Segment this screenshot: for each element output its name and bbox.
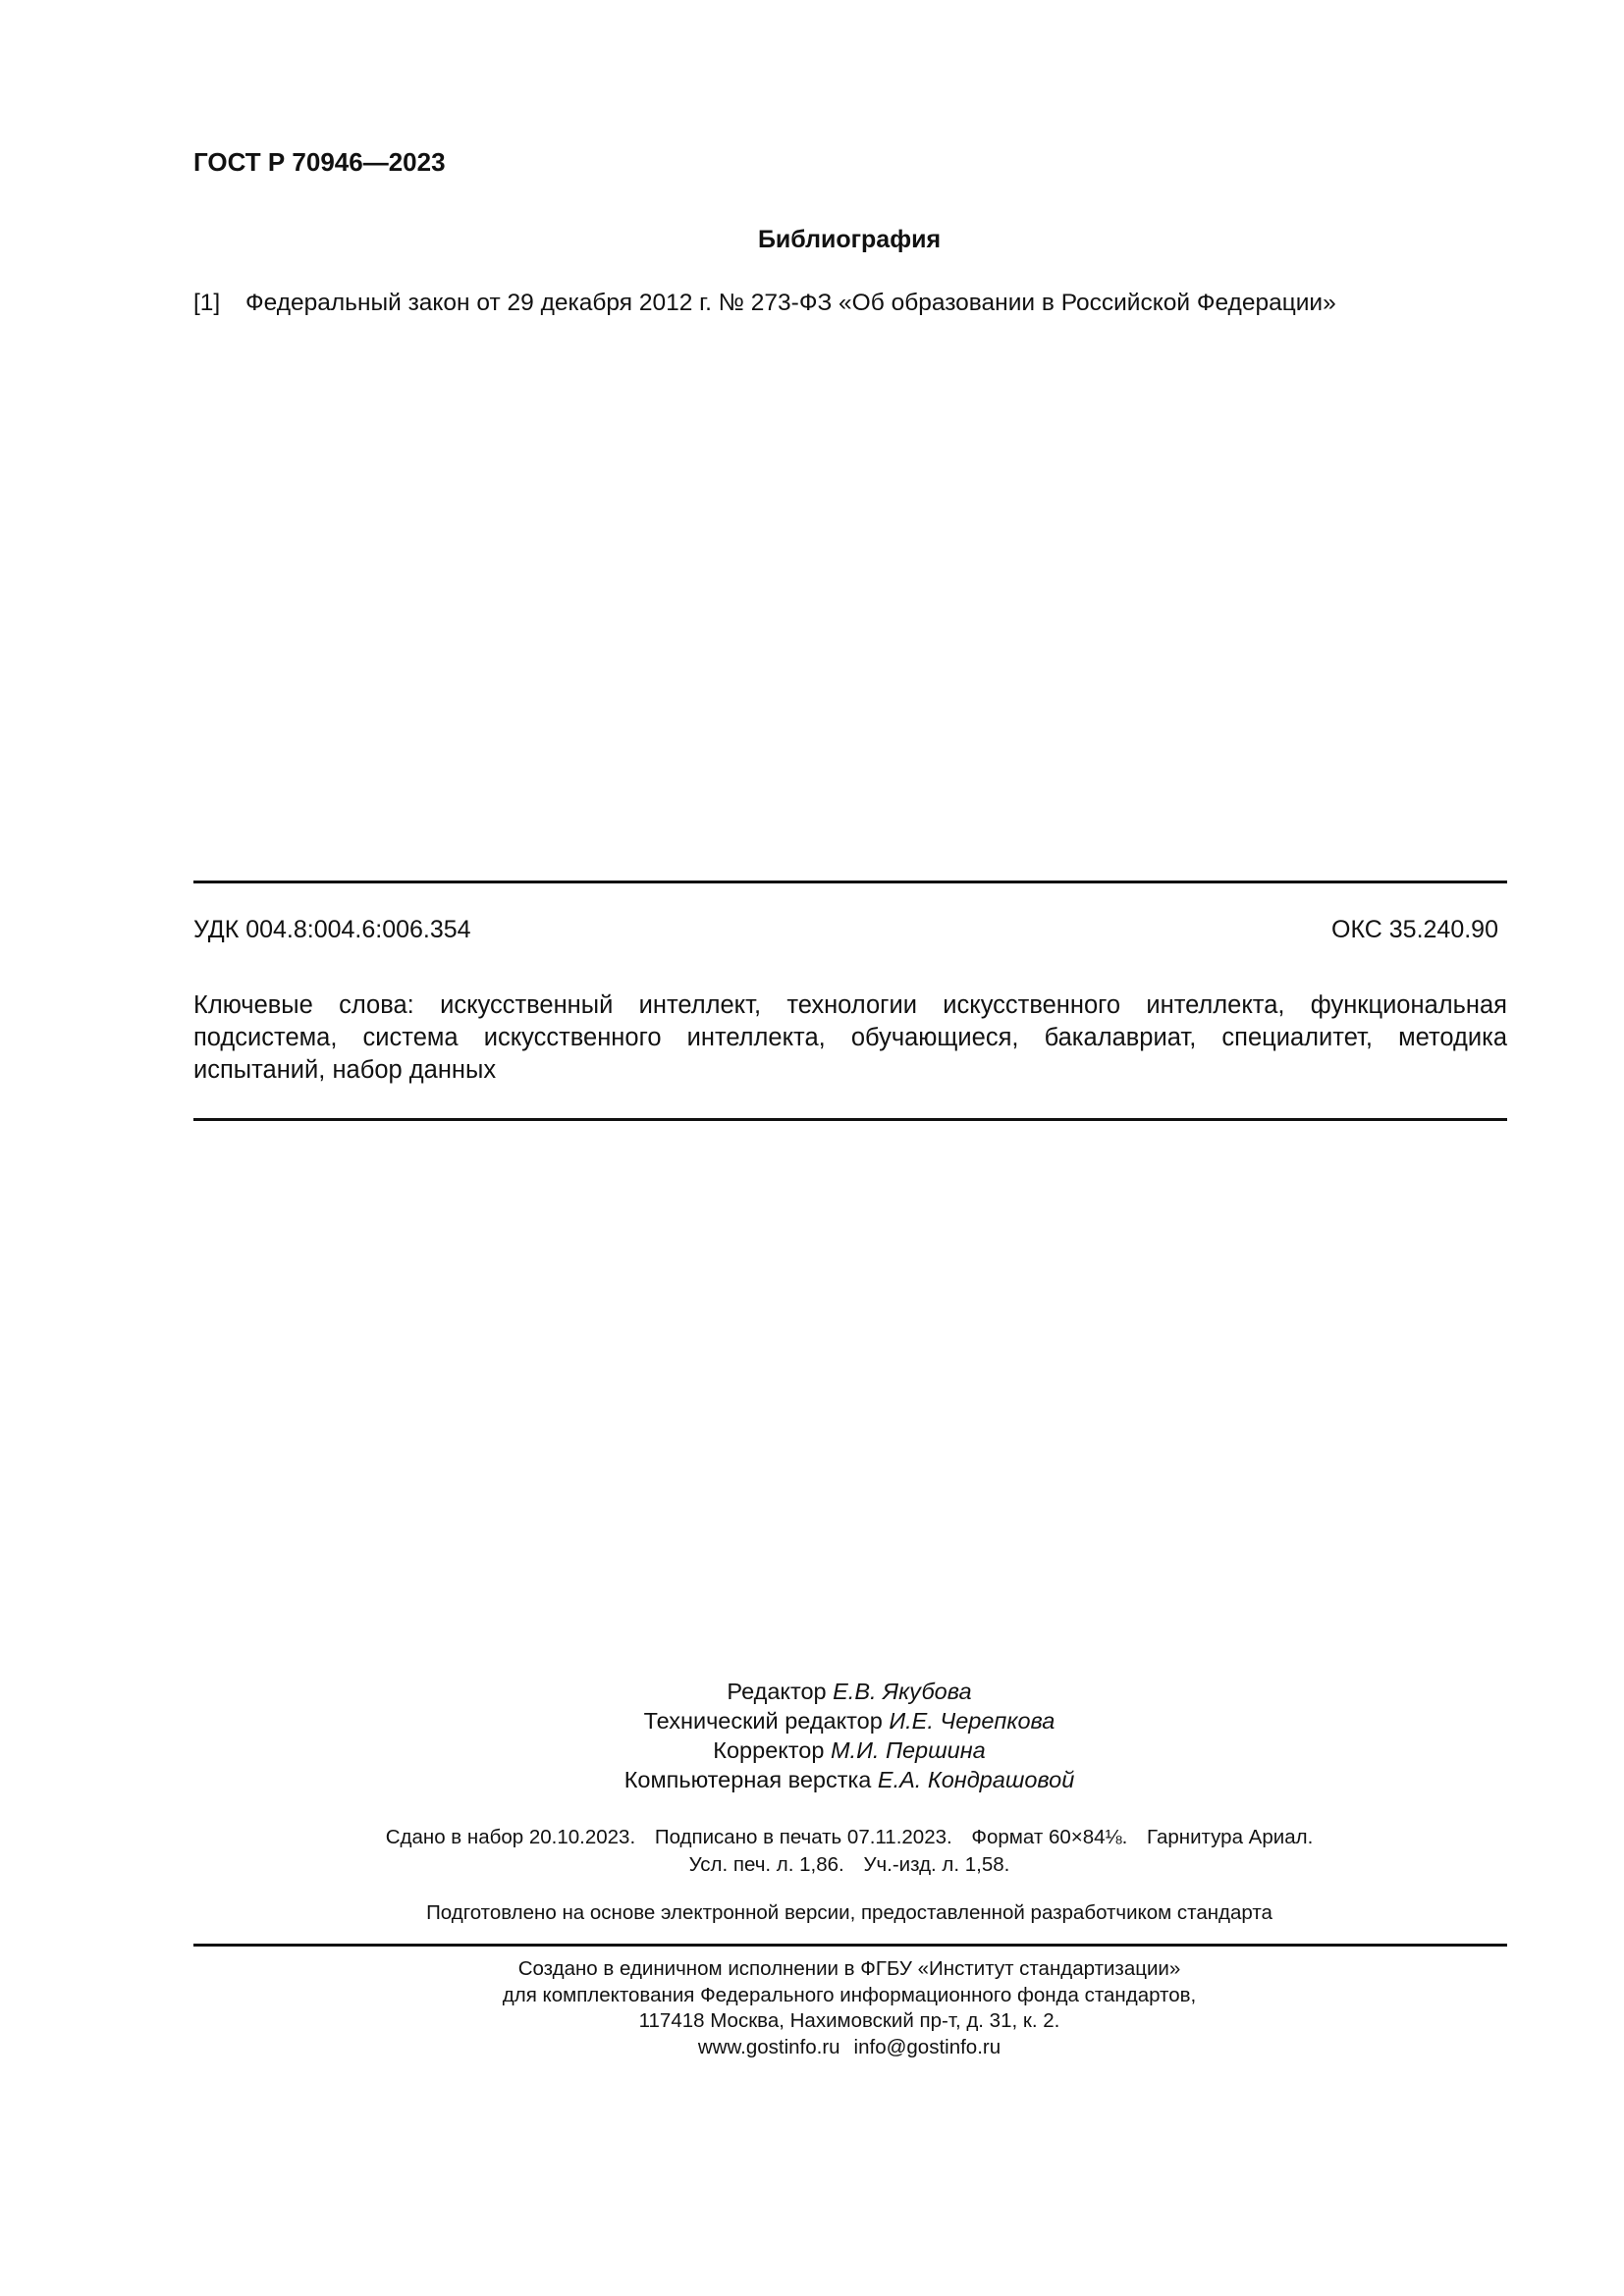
print-sheets: Усл. печ. л. 1,86. [688, 1853, 844, 1876]
divider-top [193, 881, 1507, 883]
prepared-note: Подготовлено на основе электронной версии, предоставленной разработчиком стандарта [426, 1901, 1272, 1924]
signed-date: Подписано в печать 07.11.2023. [654, 1826, 952, 1848]
paper-format: Формат 60×84⅛. [971, 1826, 1128, 1848]
publisher-info [0, 1956, 1624, 2060]
credit-name: Е.А. Кондрашовой [877, 1767, 1075, 1792]
credit-role: Технический редактор [643, 1708, 883, 1734]
divider-bottom [193, 1944, 1507, 1947]
print-info [0, 1824, 1624, 1879]
credit-layout [0, 1765, 1624, 1794]
credit-role: Редактор [727, 1679, 827, 1704]
bibliography-item [193, 290, 1336, 317]
publisher-line2: для комплектования Федерального информационного фонда стандартов, [502, 1983, 1197, 2006]
email-link[interactable]: info@gostinfo.ru [853, 2035, 1001, 2058]
credit-name: Е.В. Якубова [833, 1679, 972, 1704]
credit-role: Корректор [713, 1737, 825, 1763]
credits [0, 1677, 1624, 1794]
keywords: Ключевые слова: искусственный интеллект, технологии искусственного интеллекта, функциональная подсистема, система искусственного интеллекта, обучающиеся, бакалавриат, специалитет, методика испытаний, набор данных [193, 991, 1507, 1084]
bibliography-item-number: [1] [193, 290, 221, 316]
website-link[interactable]: www.gostinfo.ru [697, 2035, 840, 2058]
bibliography-title: Библиография [757, 226, 942, 253]
divider-middle [193, 1118, 1507, 1121]
credit-role: Компьютерная верстка [623, 1767, 872, 1792]
udk-code: УДК 004.8:004.6:006.354 [193, 916, 471, 943]
publisher-sheets: Уч.-изд. л. 1,58. [863, 1853, 1010, 1876]
credit-name: И.Е. Черепкова [889, 1708, 1056, 1734]
credit-editor [0, 1677, 1624, 1706]
publisher-address: 117418 Москва, Нахимовский пр-т, д. 31, к. 2. [638, 2009, 1060, 2032]
bibliography-item-text: Федеральный закон от 29 декабря 2012 г. № 273-ФЗ «Об образовании в Российской Федерации» [245, 290, 1336, 316]
submitted-date: Сдано в набор 20.10.2023. [385, 1826, 636, 1848]
oks-code: ОКС 35.240.90 [1331, 916, 1498, 943]
credit-proofreader [0, 1735, 1624, 1765]
credit-name: М.И. Першина [830, 1737, 986, 1763]
typeface: Гарнитура Ариал. [1147, 1826, 1314, 1848]
publisher-line1: Создано в единичном исполнении в ФГБУ «Институт стандартизации» [517, 1957, 1181, 1980]
credit-tech-editor [0, 1706, 1624, 1735]
document-code: ГОСТ Р 70946—2023 [193, 147, 446, 177]
